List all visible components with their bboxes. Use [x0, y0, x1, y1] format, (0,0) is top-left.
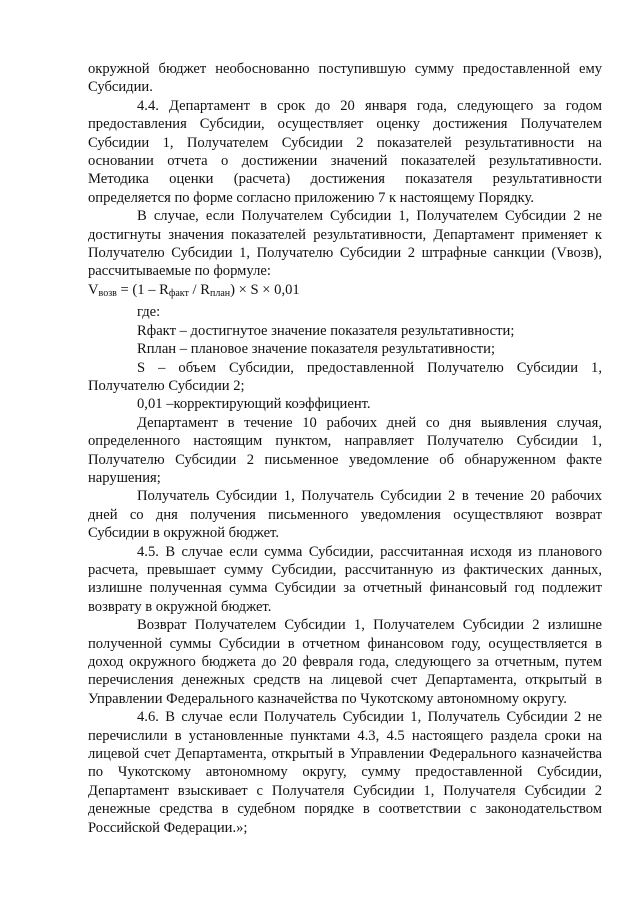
definition-s: S – объем Субсидии, предоставленной Получателю Субсидии 1, Получателю Субсидии 2; [88, 359, 602, 394]
paragraph-notification: Департамент в течение 10 рабочих дней со дня выявления случая, определенного настоящим пунктом, направляет Получателю Субсидии 1, Получателю Субсидии 2 письменное уведомление об обнаруженном факте нарушения; [88, 414, 602, 486]
formula-r1-sub: факт [168, 287, 189, 299]
paragraph-penalty: В случае, если Получателем Субсидии 1, Получателем Субсидии 2 не достигнуты значения показателей результативности, Департамент применяет к Получателю Субсидии 1, Получателю Субсидии 2 штрафные санкции (Vвозв), рассчитываемые по формуле: [88, 208, 602, 280]
penalty-formula [88, 281, 602, 303]
definition-rfact: Rфакт – достигнутое значение показателя результативности; [137, 322, 515, 339]
formula-mid2: / R [188, 281, 210, 298]
document-page [88, 60, 602, 837]
formula-v-sub: возв [98, 287, 117, 299]
paragraph-continuation: окружной бюджет необоснованно поступившую сумму предоставленной ему Субсидии. [88, 61, 602, 96]
formula-r2-sub: план [210, 287, 231, 299]
where-label: где: [137, 304, 161, 321]
paragraph-refund: Получатель Субсидии 1, Получатель Субсидии 2 в течение 20 рабочих дней со дня получения письменного уведомления осуществляют возврат Субсидии в окружной бюджет. [88, 488, 602, 542]
paragraph-4-5: 4.5. В случае если сумма Субсидии, рассчитанная исходя из планового расчета, превышает сумму Субсидии, рассчитанную из фактических данных, излишне полученная сумма Субсидии за отчетный финансовый год подлежит возврату в окружной бюджет. [88, 543, 602, 615]
definition-coefficient: 0,01 –корректирующий коэффициент. [137, 396, 371, 413]
paragraph-4-6: 4.6. В случае если Получатель Субсидии 1, Получатель Субсидии 2 не перечислили в установленные пунктами 4.3, 4.5 настоящего раздела сроки на лицевой счет Департамента, открытый в Управлении Федерального казначейства по Чукотскому автономному округу, сумму предоставленной Субсидии, Департамент взыскивает с Получателя Субсидии 1, Получателя Субсидии 2 денежные средства в судебном порядке в соответствии с законодательством Российской Федерации.»; [88, 709, 602, 836]
paragraph-excess-return: Возврат Получателем Субсидии 1, Получателем Субсидии 2 излишне полученной суммы Субсидии в отчетном финансовом году, осуществляется в доход окружного бюджета до 20 февраля года, следующего за отчетным, путем перечисления денежных средств на лицевой счет Департамента, открытый в Управлении Федерального казначейства по Чукотскому автономному округу. [88, 617, 602, 707]
formula-mid1: = (1 – R [116, 281, 169, 298]
formula-tail: ) × S × 0,01 [230, 281, 300, 298]
paragraph-4-4: 4.4. Департамент в срок до 20 января года, следующего за годом предоставления Субсидии, осуществляет оценку достижения Получателем Субсидии 1, Получателем Субсидии 2 показателей результативности на основании отчета о достижении значений показателей результативности. Методика оценки (расчета) достижения показателя результативности определяется по форме согласно приложению 7 к настоящему Порядку. [88, 97, 602, 206]
definition-rplan: Rплан – плановое значение показателя результативности; [137, 341, 495, 358]
formula-v: V [88, 281, 99, 298]
